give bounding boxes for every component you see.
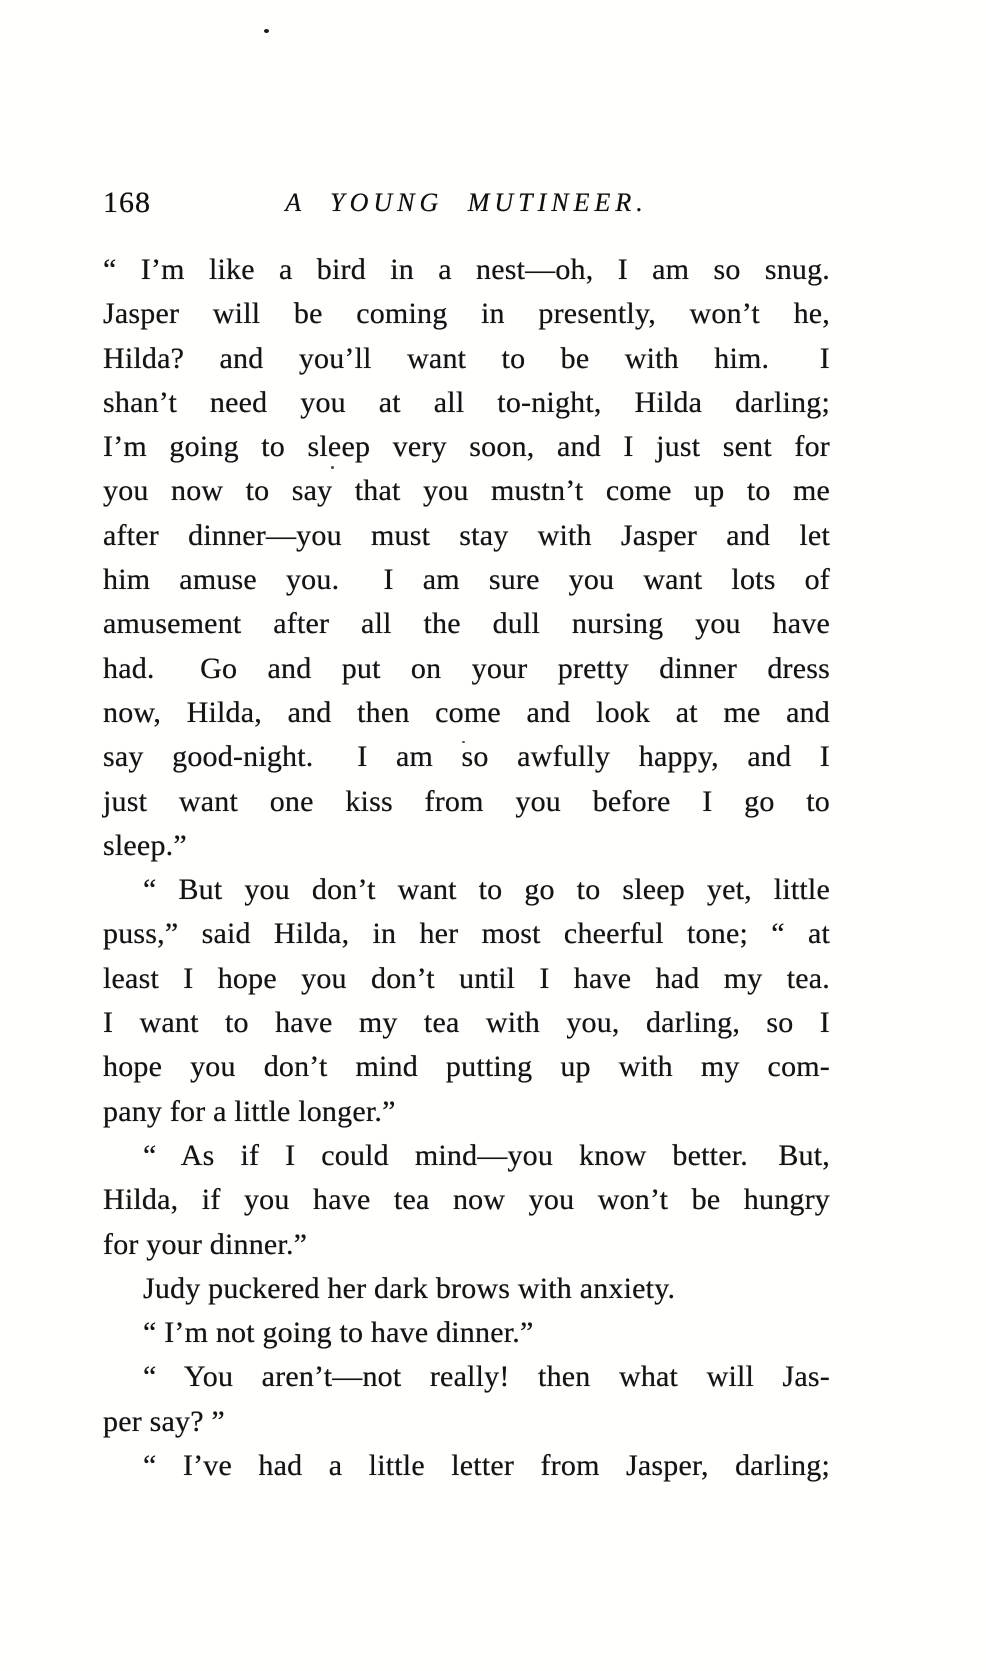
text-line: after dinner—you must stay with Jasper and let (103, 518, 830, 552)
text-line: “ I’m not going to have dinner.” (143, 1316, 534, 1350)
running-header (103, 186, 830, 220)
text-line: per say? ” (103, 1404, 225, 1438)
text-line: shan’t need you at all to-night, Hilda darling; (103, 385, 830, 419)
text-line: pany for a little longer.” (103, 1094, 396, 1128)
text-line: Jasper will be coming in presently, won’t he, (103, 297, 830, 331)
text-line: “ As if I could mind—you know better. But, (143, 1138, 830, 1172)
text-line: you now to say that you mustn’t come up to me (103, 474, 830, 508)
page-text (103, 248, 830, 1488)
text-line: Hilda? and you’ll want to be with him. I (103, 341, 830, 375)
text-line: I want to have my tea with you, darling, so I (103, 1006, 830, 1040)
text-line: “ You aren’t—not really! then what will Jas- (143, 1360, 830, 1394)
text-line: him amuse you. I am sure you want lots of (103, 563, 830, 597)
text-line: I’m going to sleep very soon, and I just sent for (103, 430, 830, 464)
text-line: amusement after all the dull nursing you have (103, 607, 830, 641)
text-line: “ I’m like a bird in a nest—oh, I am so snug. (103, 253, 830, 286)
page-number: 168 (103, 186, 151, 219)
text-line: for your dinner.” (103, 1227, 308, 1261)
text-line: Hilda, if you have tea now you won’t be hungry (103, 1183, 830, 1217)
running-title: A YOUNG MUTINEER. (285, 188, 648, 217)
text-line: Judy puckered her dark brows with anxiety. (143, 1271, 676, 1305)
scan-speck (264, 29, 269, 33)
text-line: “ But you don’t want to go to sleep yet, little (143, 873, 830, 907)
text-line: say good-night. I am so awfully happy, and I (103, 740, 830, 774)
text-line: had. Go and put on your pretty dinner dress (103, 651, 830, 685)
text-line: least I hope you don’t until I have had my tea. (103, 961, 830, 995)
text-line: “ I’ve had a little letter from Jasper, darling; (143, 1449, 830, 1483)
text-line: just want one kiss from you before I go to (103, 784, 830, 818)
text-line: sleep.” (103, 828, 187, 862)
text-line: puss,” said Hilda, in her most cheerful tone; “ at (103, 917, 830, 951)
text-line: now, Hilda, and then come and look at me and (103, 695, 830, 729)
text-line: hope you don’t mind putting up with my com- (103, 1050, 830, 1084)
